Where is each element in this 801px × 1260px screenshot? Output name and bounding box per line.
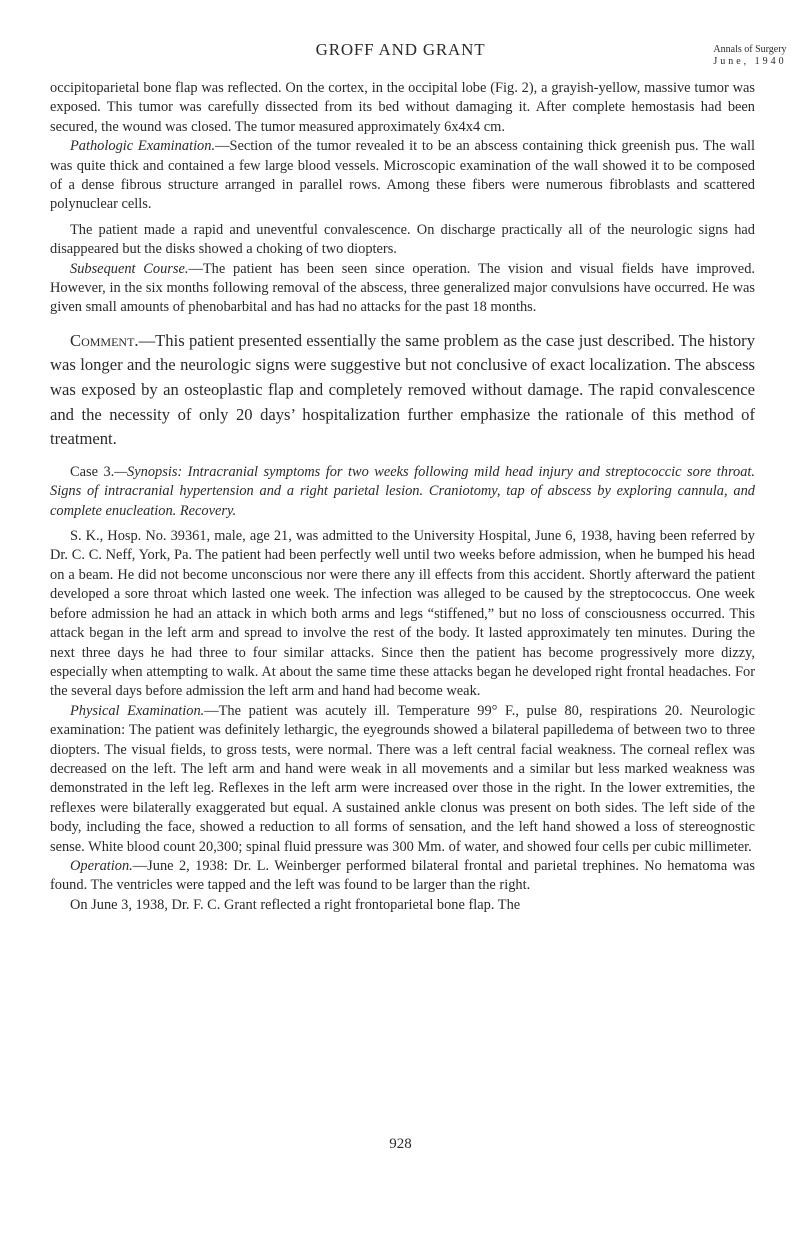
case-synopsis: —Synopsis: Intracranial symptoms for two weeks following mild head injury and streptococcic sore throat. Signs of intracranial hypertension and a right parietal lesion. Craniotomy, tap of abscess by exploring cannula, and complete enucleation. Recovery.: [50, 463, 755, 519]
paragraph-case-synopsis: [50, 463, 755, 521]
paragraph-convalescence: [50, 221, 755, 260]
section-heading: Comment.: [70, 330, 139, 350]
paragraph-text: —June 2, 1938: Dr. L. Weinberger performed bilateral frontal and parietal trephines. No hematoma was found. The ventricles were tapped and the left was found to be larger than the right.: [50, 857, 755, 894]
paragraph-text: —The patient has been seen since operation. The vision and visual fields have improved. However, in the six months following removal of the abscess, three generalized major convulsions have occurred. He was given small amounts of phenobarbital and has had no attacks for the past 18 months.: [50, 260, 755, 316]
paragraph-case-history: [50, 527, 755, 702]
paragraph-subsequent-course: [50, 260, 755, 318]
paragraph-text: —Section of the tumor revealed it to be an abscess containing thick greenish pus. The wall was quite thick and contained a few large blood vessels. Microscopic examination of the wall showed it to be composed of a dense fibrous structure arranged in parallel rows. Among these fibers were numerous fibroblasts and scattered polynuclear cells.: [50, 138, 755, 213]
paragraph-operation: [50, 857, 755, 896]
paragraph-physical-examination: [50, 702, 755, 857]
section-heading: Subsequent Course.: [70, 260, 189, 277]
paragraph-comment: [50, 329, 755, 452]
page-number: 928: [389, 1136, 412, 1152]
running-head-authors: GROFF AND GRANT: [315, 40, 486, 59]
section-heading: Pathologic Examination.: [70, 138, 216, 155]
case-label: Case 3.: [70, 463, 115, 480]
paragraph-text: S. K., Hosp. No. 39361, male, age 21, was admitted to the University Hospital, June 6, 1938, having been referred by Dr. C. C. Neff, York, Pa. The patient had been perfectly well until two weeks before admission, when he bumped his head on a beam. He did not become unconscious nor were there any ill effects from this accident. Shortly afterward the patient developed a sore throat which lasted one week. The infection was alleged to be caused by the streptococcus. One week before admission he had an attack in which both arms and legs “stiffened,” but no loss of consciousness occurred. This attack began in the left arm and spread to involve the rest of the body. It lasted approximately ten minutes. During the next three days he had three to four similar attacks. Since then the patient has become progressively more dizzy, especially when attempting to walk. At about the same time these attacks began he developed right frontal headaches. For the several days before admission the left arm and hand had become weak.: [50, 528, 755, 700]
paragraph-text: On June 3, 1938, Dr. F. C. Grant reflected a right frontoparietal bone flap. The: [70, 896, 521, 913]
paragraph-text: —This patient presented essentially the same problem as the case just described. The history was longer and the neurologic signs were suggestive but not conclusive of exact localization. The abscess was exposed by an osteoplastic flap and completely removed without damage. The rapid convalescence and the necessity of only 20 days’ hospitalization further emphasize the rationale of this method of treatment.: [50, 330, 755, 449]
section-heading: Operation.: [70, 857, 133, 874]
paragraph-text: The patient made a rapid and uneventful convalescence. On discharge practically all of the neurologic signs had disappeared but the disks showed a choking of two diopters.: [50, 221, 755, 258]
running-head-journal: [712, 44, 788, 68]
journal-date: June, 1940: [713, 56, 787, 67]
paragraph-continued: [50, 79, 755, 137]
article-body: [50, 79, 755, 915]
paragraph-text: occipitoparietal bone flap was reflected. On the cortex, in the occipital lobe (Fig. 2), a grayish-yellow, massive tumor was exposed. This tumor was carefully dissected from its bed without damaging it. After complete hemostasis had been secured, the wound was closed. The tumor measured approximately 6x4x4 cm.: [50, 80, 755, 135]
journal-name: Annals of Surgery: [713, 44, 787, 55]
section-heading: Physical Examination.: [70, 702, 205, 719]
paragraph-pathologic-examination: [50, 137, 755, 215]
paragraph-text: —The patient was acutely ill. Temperature 99° F., pulse 80, respirations 20. Neurologic examination: The patient was definitely lethargic, the eyegrounds showed a bilateral papilledema of between two to three diopters. The visual fields, to gross tests, were normal. There was a left central facial weakness. The corneal reflex was decreased on the left. The left arm and hand were weak in all movements and a similar but less marked weakness was demonstrated in the left leg. Reflexes in the left arm were increased over those in the right. In the lower extremities, the reflexes were bilaterally exaggerated but equal. A sustained ankle clonus was present on both sides. The left side of the body, including the face, showed a reduction to all forms of sensation, and the left hand showed a loss of stereognostic sense. White blood count 20,300; spinal fluid pressure was 300 Mm. of water, and showed four cells per cubic millimeter.: [50, 702, 755, 855]
paragraph-final: [50, 896, 755, 915]
